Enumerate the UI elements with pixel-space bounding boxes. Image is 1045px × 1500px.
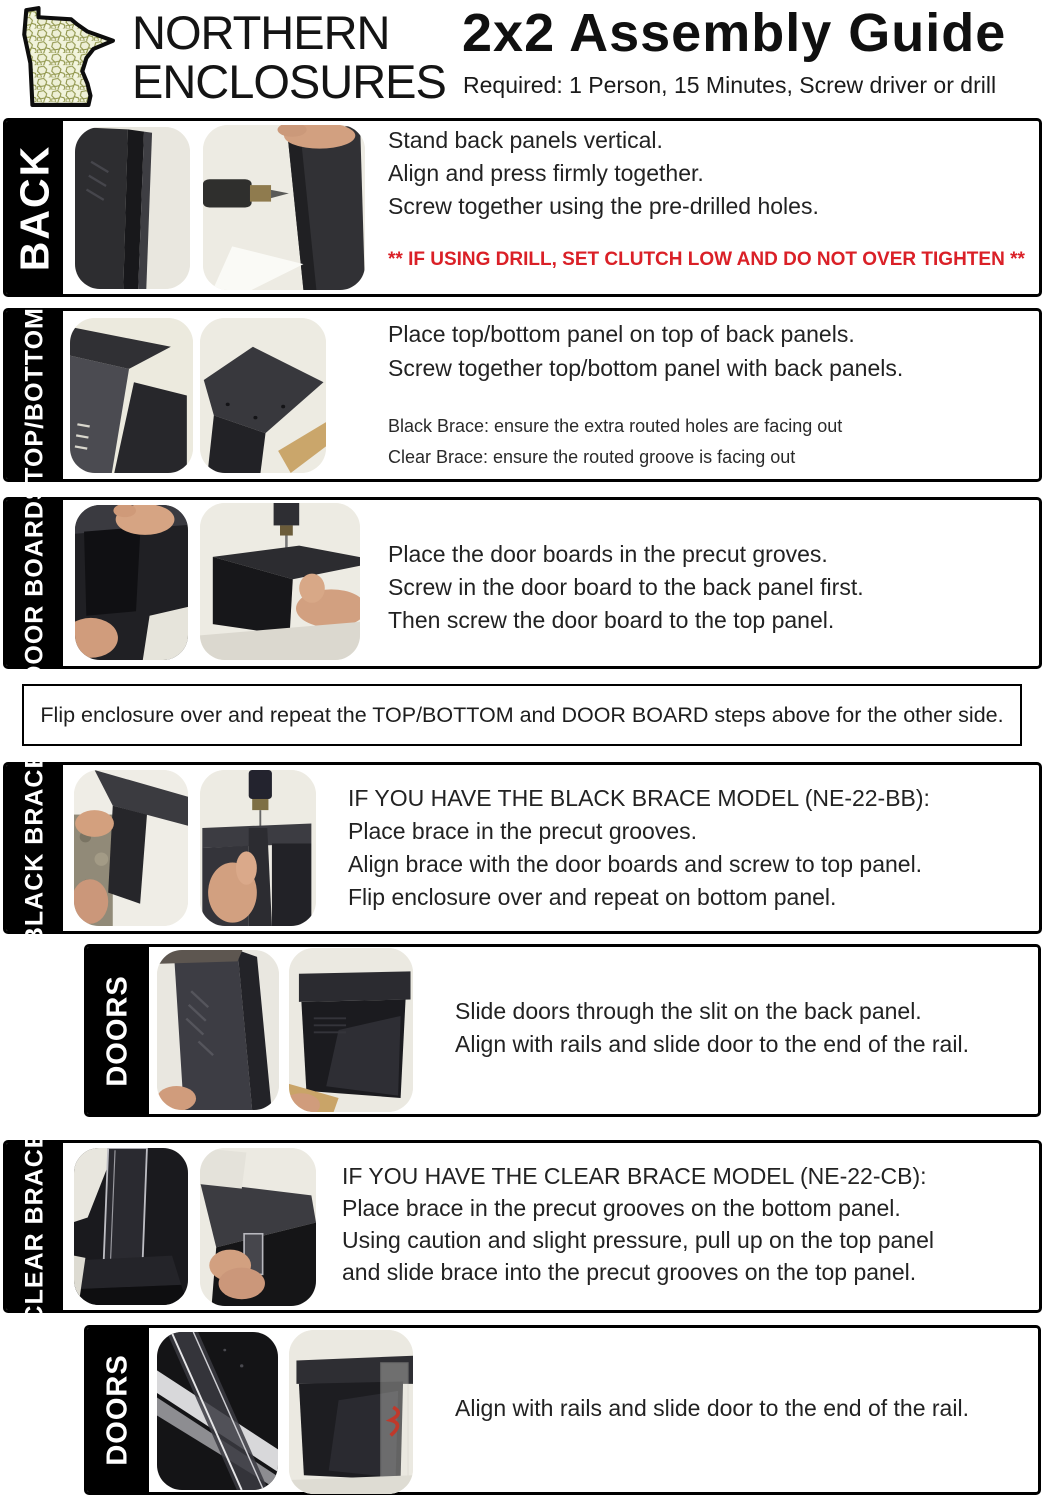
- instruction-line: Place top/bottom panel on top of back panels.: [388, 321, 855, 347]
- brace-notes: [388, 411, 903, 473]
- page-title: 2x2 Assembly Guide: [462, 3, 1007, 63]
- instruction-line: IF YOU HAVE THE CLEAR BRACE MODEL (NE-22-CB):: [342, 1163, 927, 1189]
- step-doors-top-copy: [455, 995, 969, 1061]
- step-black-brace-label-bar: [6, 750, 63, 946]
- step-label: DOORS: [101, 1354, 134, 1466]
- flip-banner-text: Flip enclosure over and repeat the TOP/BOTTOM and DOOR BOARD steps above for the other side.: [40, 702, 1004, 727]
- minnesota-state-icon: [6, 4, 122, 110]
- instruction-line: Screw in the door board to the back panel first.: [388, 574, 864, 600]
- photo-top-panel-under: [70, 318, 193, 473]
- instruction-line: Place the door boards in the precut groves.: [388, 541, 828, 567]
- photo-door-board-screw: [200, 503, 360, 660]
- step-back-copy: [388, 124, 1025, 271]
- photo-clear-door-slide: [157, 1332, 278, 1490]
- step-doors-top-label-bar: [87, 947, 149, 1114]
- instruction-line: Align brace with the door boards and screw to top panel.: [348, 851, 923, 877]
- instruction-line: Flip enclosure over and repeat on bottom panel.: [348, 884, 837, 910]
- note-line: Clear Brace: ensure the routed groove is facing out: [388, 447, 796, 467]
- step-top-bottom-copy: [388, 317, 903, 473]
- photo-black-brace-place: [74, 770, 188, 926]
- step-label: DOORS: [101, 974, 134, 1087]
- instruction-line: Align with rails and slide door to the end of the rail.: [455, 1395, 969, 1421]
- instruction-line: Align with rails and slide door to the end of the rail.: [455, 1031, 969, 1057]
- step-doors-bottom-copy: [455, 1392, 969, 1425]
- photo-back-drill: [203, 125, 365, 290]
- photo-door-board-place: [75, 505, 188, 660]
- instruction-line: Screw together top/bottom panel with back panels.: [388, 355, 904, 381]
- step-clear-brace-copy: [342, 1160, 934, 1288]
- drill-warning: ** IF USING DRILL, SET CLUTCH LOW AND DO NOT OVER TIGHTEN **: [388, 249, 1025, 270]
- brand-line1: NORTHERN: [132, 6, 390, 59]
- step-label: DOOR BOARDS: [20, 482, 48, 684]
- step-back-label-bar: [6, 121, 63, 294]
- photo-back-panels: [75, 127, 190, 289]
- step-black-brace-copy: [348, 782, 930, 914]
- photo-clear-door-aligned: [289, 1330, 413, 1494]
- instruction-line: Slide doors through the slit on the back panel.: [455, 998, 922, 1024]
- photo-door-slide: [157, 950, 279, 1110]
- step-door-boards-copy: [388, 538, 864, 637]
- step-doors-bottom-label-bar: [87, 1328, 149, 1492]
- page-subtitle: Required: 1 Person, 15 Minutes, Screw driver or drill: [463, 72, 997, 98]
- photo-black-brace-screw: [200, 770, 316, 926]
- photo-clear-brace-insert: [200, 1148, 316, 1306]
- instruction-line: Align and press firmly together.: [388, 160, 704, 186]
- step-label: BLACK BRACE: [20, 750, 48, 946]
- photo-clear-brace-standing: [74, 1148, 188, 1305]
- step-clear-brace-label-bar: [6, 1130, 63, 1323]
- photo-top-panel-placed: [200, 318, 326, 473]
- instruction-line: Place brace in the precut grooves on the bottom panel.: [342, 1195, 901, 1221]
- instruction-line: IF YOU HAVE THE BLACK BRACE MODEL (NE-22-BB):: [348, 785, 930, 811]
- step-door-boards-label-bar: [6, 482, 63, 684]
- instruction-line: Place brace in the precut grooves.: [348, 818, 698, 844]
- step-label: CLEAR BRACE: [20, 1130, 48, 1323]
- step-label: BACK: [11, 144, 57, 271]
- instruction-line: Stand back panels vertical.: [388, 127, 663, 153]
- instruction-line: Screw together using the pre-drilled holes.: [388, 193, 819, 219]
- photo-door-aligned: [289, 948, 413, 1112]
- flip-banner: [22, 684, 1022, 746]
- instruction-line: Then screw the door board to the top panel.: [388, 607, 835, 633]
- note-line: Black Brace: ensure the extra routed holes are facing out: [388, 416, 843, 436]
- instruction-line: Using caution and slight pressure, pull up on the top panel: [342, 1227, 935, 1253]
- brand-name: [132, 8, 446, 106]
- step-label: TOP/BOTTOM: [20, 307, 48, 483]
- step-top-bottom-label-bar: [6, 307, 63, 483]
- brand-line2: ENCLOSURES: [132, 55, 446, 108]
- instruction-line: and slide brace into the precut grooves on the top panel.: [342, 1259, 917, 1285]
